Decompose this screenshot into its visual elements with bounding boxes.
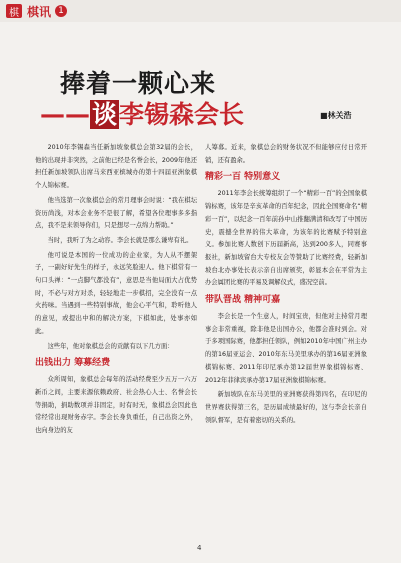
article-title-line1: 捧着一颗心来 [60,69,217,98]
paragraph: 当时，我听了为之动容。李会长就是那么谦卑有礼。 [47,236,193,244]
page-header [0,0,401,22]
paragraph: 众所周知，象棋总会每年的活动经费至少五万一六万新币之间，主要来源依赖政府、社会热心人士、名誉会长等捐助，捐助数项并非固定，时有时无，象棋总会因此也常经常出现财务赤字。李会长身负重任，自己出资之外，也向身边的友 [35,376,197,435]
right-column [205,142,367,429]
paragraph: 新加坡队在东马美里的亚洲赛获得第四名，在印尼的世界赛获得第三名，是历届成绩最好的，这与李会长亲自领队督军，是有着密切的关系的。 [205,391,367,424]
section-heading: 出钱出力 筹募经费 [35,358,111,369]
section-heading: 带队晋战 精神可嘉 [205,295,281,306]
article-title-line2 [40,95,244,131]
title-highlight: 谈 [92,100,118,129]
left-column [35,142,197,440]
paragraph: 李会长是一个生意人，时间宝贵，但他对主持常月理事会非常重视，除非他是出国办公，他都会准时到会。对于多项国际赛，他都担任领队，例如2010年中国广州主办的第16届亚运会、2010年东马美里承办的第16届亚洲象棋锦标赛、2011年印尼承办第12届世界象棋锦标赛、2012年菲律宾承办第17届亚洲象棋锦标赛。 [205,313,367,384]
issue-marker: 1 [55,5,67,17]
logo-text: 棋讯 [27,4,52,19]
paragraph: 2011年李会长统筹组织了一个“精彩一百”的全国象棋锦标赛，该年是辛亥革命的百年纪念，因此全国赛命名“精彩一百”，以纪念一百年前孙中山推翻满清和改写了中国历史，震撼全世界的伟大革命，为该年的比赛赋予特别意义。参加比赛人数创下历届新高，达到200多人，同赛事报社，新加坡留台大专校友会等赞助了比赛经费，轻新加坡台北办事处长表示亲自出席颁奖，彰显本会在平常为主办会属团比赛的平易及调解仪式，盛况空前。 [205,190,367,287]
paragraph: 2010年李锡森当任新加坡象棋总会第32届的会长，他的出现并非突然，之前他已经是名誉会长，2009年他还担任新加坡领队出席马来西亚槟城办的第十四届亚洲象棋个人锦标赛。 [35,144,197,190]
page-number: 4 [197,544,202,552]
logo-mark-icon: 棋 [6,4,22,18]
paragraph: 这些年，他对象棋总会的贡献有以下几方面： [47,342,174,350]
paragraph: 人筹募。近来，象棋总会的财务状况不但能够应付日常开销，还有盈余。 [205,144,367,164]
paragraph: 他当选第一次象棋总会的常月理事会时说：“我在棋坛资历尚浅，对本会业务不是很了解，希望各位理事多多指点，我不是来领导你们，只是想尽一点绵力帮助。” [35,196,197,230]
title-rest: 李锡森会长 [119,100,245,129]
author-byline: ■林关浩 [320,111,352,120]
magazine-logo [6,4,67,18]
paragraph: 他可说是本国的一位成功的企业家，为人从不摆架子，一副好好先生的样子，永远笑脸迎人。他下棋常有一句口头禅：“一点脚气都没有”，意思是当他局面大占优势时，不必与对方对杀，轻轻地走一步棋招，完全没有一点火药味。当遇到一些特别事故，他会心平气和，聆听他人的意见，或提出中和的解决方案，下棋如此，处事亦如此。 [35,251,197,335]
title-dash: —— [40,100,90,129]
section-heading: 精彩一百 特别意义 [205,172,281,183]
